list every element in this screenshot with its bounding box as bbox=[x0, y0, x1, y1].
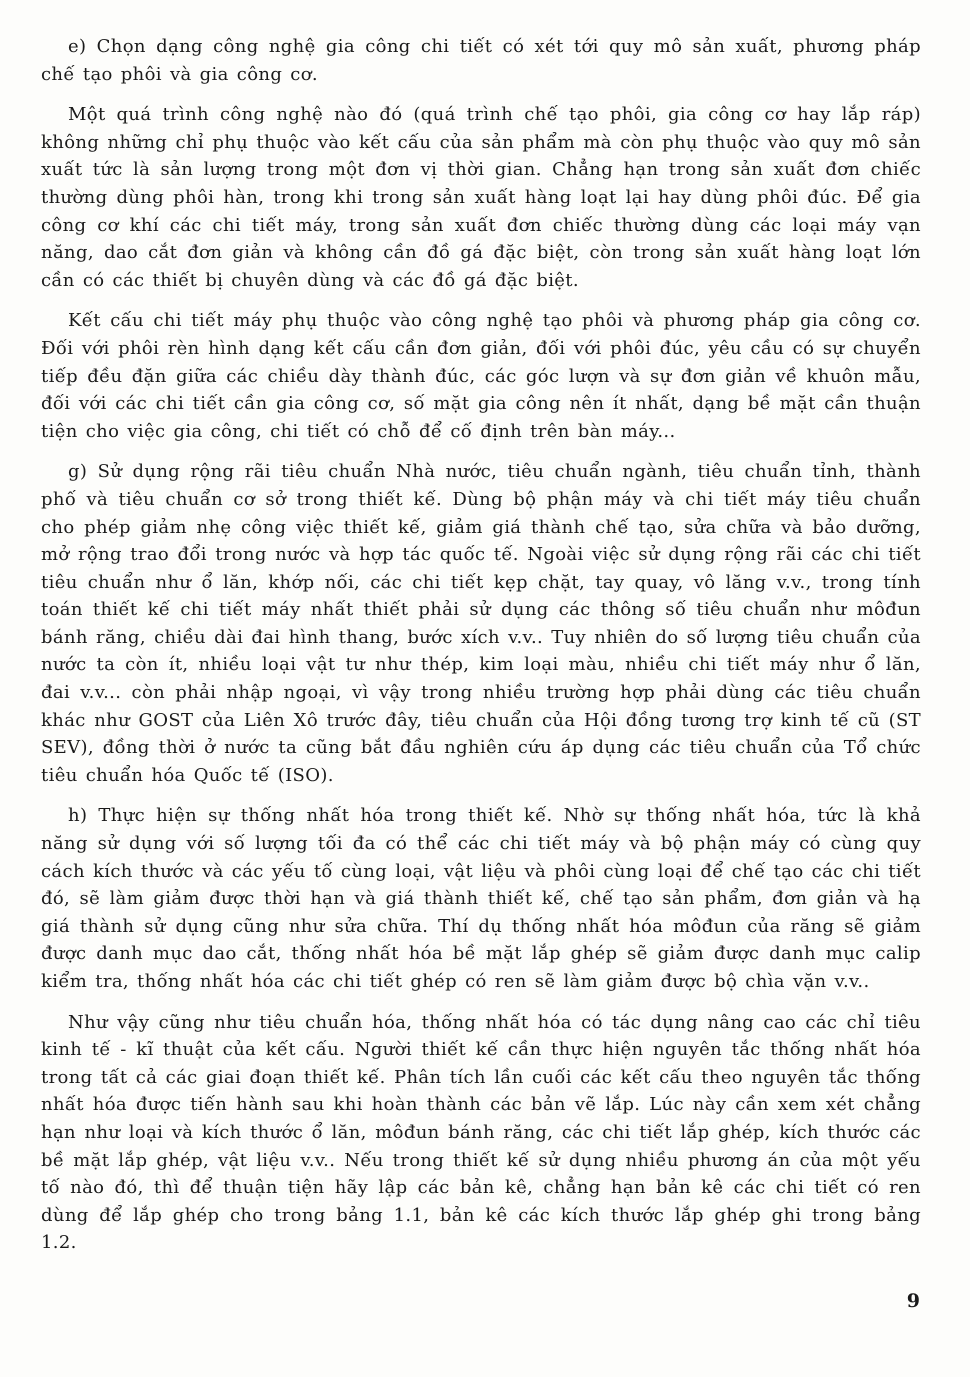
paragraph-h-unification: h) Thực hiện sự thống nhất hóa trong thiết kế. Nhờ sự thống nhất hóa, tức là khả năng sử dụng với số lượng tối đa có thể các chi tiết máy và bộ phận máy có cùng quy cách kích thước và các yếu tố cùng loại, vật liệu và phôi cùng loại để chế tạo các chi tiết đó, sẽ làm giảm được thời hạn và giá thành thiết kế, chế tạo sản phẩm, đơn giản và hạ giá thành sử dụng cũng như sửa chữa. Thí dụ thống nhất hóa môđun của răng sẽ giảm được danh mục dao cắt, thống nhất hóa bề mặt lắp ghép sẽ giảm được danh mục calip kiểm tra, thống nhất hóa các chi tiết ghép có ren sẽ làm giảm được bộ chìa vặn v.v.. bbox=[41, 805, 921, 992]
page-number: 9 bbox=[906, 1290, 920, 1312]
paragraph-structure-technology: Kết cấu chi tiết máy phụ thuộc vào công nghệ tạo phôi và phương pháp gia công cơ. Đối với phôi rèn hình dạng kết cấu cần đơn giản, đối với phôi đúc, yêu cầu có sự chuyển tiếp đều đặn giữa các chiều dày thành đúc, các góc lượn và sự đơn giản về khuôn mẫu, đối với các chi tiết cần gia công cơ, số mặt gia công nên ít nhất, dạng bề mặt cần thuận tiện cho việc gia công, chi tiết có chỗ để cố định trên bàn máy... bbox=[41, 310, 921, 442]
paragraph-g-standards: g) Sử dụng rộng rãi tiêu chuẩn Nhà nước, tiêu chuẩn ngành, tiêu chuẩn tỉnh, thành phố và tiêu chuẩn cơ sở trong thiết kế. Dùng bộ phận máy và chi tiết máy tiêu chuẩn cho phép giảm nhẹ công việc thiết kế, giảm giá thành chế tạo, sửa chữa và bảo dưỡng, mở rộng trao đổi trong nước và hợp tác quốc tế. Ngoài việc sử dụng rộng rãi các chi tiết tiêu chuẩn như ổ lăn, khớp nối, các chi tiết kẹp chặt, tay quay, vô lăng v.v., trong tính toán thiết kế chi tiết máy nhất thiết phải sử dụng các thông số tiêu chuẩn như môđun bánh răng, chiều dài đai hình thang, bước xích v.v.. Tuy nhiên do số lượng tiêu chuẩn của nước ta còn ít, nhiều loại vật tư như thép, kim loại màu, nhiều chi tiết máy như ổ lăn, đai v.v... còn phải nhập ngoại, vì vậy trong nhiều trường hợp phải dùng các tiêu chuẩn khác như GOST của Liên Xô trước đây, tiêu chuẩn của Hội đồng tương trợ kinh tế cũ (ST SEV), đồng thời ở nước ta cũng bắt đầu nghiên cứu áp dụng các tiêu chuẩn của Tổ chức tiêu chuẩn hóa Quốc tế (ISO). bbox=[41, 461, 921, 786]
paragraph-e-design-technology: e) Chọn dạng công nghệ gia công chi tiết có xét tới quy mô sản xuất, phương pháp chế tạo phôi và gia công cơ. bbox=[41, 36, 921, 85]
paragraph-unification-summary: Như vậy cũng như tiêu chuẩn hóa, thống nhất hóa có tác dụng nâng cao các chỉ tiêu kinh tế - kĩ thuật của kết cấu. Người thiết kế cần thực hiện nguyên tắc thống nhất hóa trong tất cả các giai đoạn thiết kế. Phân tích lần cuối các kết cấu theo nguyên tắc thống nhất hóa được tiến hành sau khi hoàn thành các bản vẽ lắp. Lúc này cần xem xét chẳng hạn như loại và kích thước ổ lăn, môđun bánh răng, các chi tiết lắp ghép, kích thước các bề mặt lắp ghép, vật liệu v.v.. Nếu trong thiết kế sử dụng nhiều phương án của một yếu tố nào đó, thì để thuận tiện hãy lập các bản kê, chẳng hạn bản kê các chi tiết có ren dùng để lắp ghép cho trong bảng 1.1, bản kê các kích thước lắp ghép ghi trong bảng 1.2. bbox=[41, 1011, 921, 1254]
paragraph-production-scale: Một quá trình công nghệ nào đó (quá trình chế tạo phôi, gia công cơ hay lắp ráp) không những chỉ phụ thuộc vào kết cấu của sản phẩm mà còn phụ thuộc vào quy mô sản xuất tức là sản lượng trong một đơn vị thời gian. Chẳng hạn trong sản xuất đơn chiếc thường dùng phôi hàn, trong khi trong sản xuất hàng loạt lại hay dùng phôi đúc. Để gia công cơ khí các chi tiết máy, trong sản xuất đơn chiếc thường dùng các loại máy vạn năng, dao cắt đơn giản và không cần đồ gá đặc biệt, còn trong sản xuất hàng loạt lớn cần có các thiết bị chuyên dùng và các đồ gá đặc biệt. bbox=[41, 104, 921, 291]
page-body bbox=[41, 33, 921, 1270]
